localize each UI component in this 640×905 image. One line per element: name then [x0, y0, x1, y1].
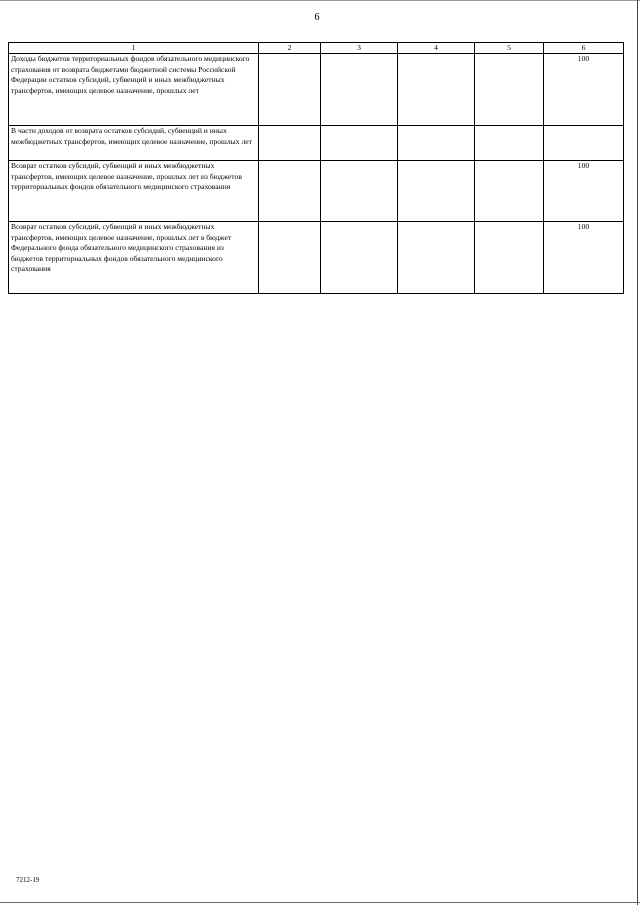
- cell-col6: [544, 126, 624, 161]
- table-row: [9, 126, 624, 161]
- cell-col2: [259, 54, 321, 126]
- cell-col4: [398, 222, 475, 294]
- cell-col2: [259, 161, 321, 222]
- cell-col6: 100: [544, 161, 624, 222]
- cell-col3: [321, 126, 398, 161]
- cell-col3: [321, 161, 398, 222]
- page-edge-bottom: [0, 902, 640, 903]
- cell-col6: 100: [544, 222, 624, 294]
- row-label: Возврат остатков субсидий, субвенций и иных межбюджетных трансфертов, имеющих целевое назначение, прошлых лет в бюджет Федерального фонда обязательного медицинского страхования из бюджетов территориальных фондов обязательного медицинского страхования: [9, 222, 259, 294]
- table-row: [9, 54, 624, 126]
- page-number: 6: [314, 12, 320, 23]
- cell-col4: [398, 126, 475, 161]
- cell-col5: [475, 54, 544, 126]
- cell-col2: [259, 222, 321, 294]
- cell-col3: [321, 54, 398, 126]
- table-row: [9, 161, 624, 222]
- page-edge-top: [0, 0, 640, 1]
- cell-col4: [398, 161, 475, 222]
- cell-col3: [321, 222, 398, 294]
- row-label: Доходы бюджетов территориальных фондов обязательного медицинского страхования от возврата бюджетами бюджетной системы Российской Федерации остатков субсидий, субвенций и иных межбюджетных трансфертов, имеющих целевое назначение, прошлых лет: [9, 54, 259, 126]
- cell-col6: 100: [544, 54, 624, 126]
- column-header-1: 1: [9, 43, 259, 54]
- table-row: [9, 222, 624, 294]
- column-header-2: 2: [259, 43, 321, 54]
- column-header-5: 5: [475, 43, 544, 54]
- cell-col5: [475, 161, 544, 222]
- row-label: В части доходов от возврата остатков субсидий, субвенций и иных межбюджетных трансфертов, имеющих целевое назначение, прошлых лет: [9, 126, 259, 161]
- report-table: [8, 42, 624, 294]
- header-row: [9, 43, 624, 54]
- cell-col5: [475, 126, 544, 161]
- column-header-4: 4: [398, 43, 475, 54]
- cell-col2: [259, 126, 321, 161]
- document-code: 7212-19: [16, 876, 40, 884]
- column-header-3: 3: [321, 43, 398, 54]
- column-header-6: 6: [544, 43, 624, 54]
- row-label: Возврат остатков субсидий, субвенций и иных межбюджетных трансфертов, имеющих целевое назначение, прошлых лет из бюджетов территориальных фондов обязательного медицинского страхования: [9, 161, 259, 222]
- page-edge-right: [637, 0, 638, 905]
- cell-col4: [398, 54, 475, 126]
- cell-col5: [475, 222, 544, 294]
